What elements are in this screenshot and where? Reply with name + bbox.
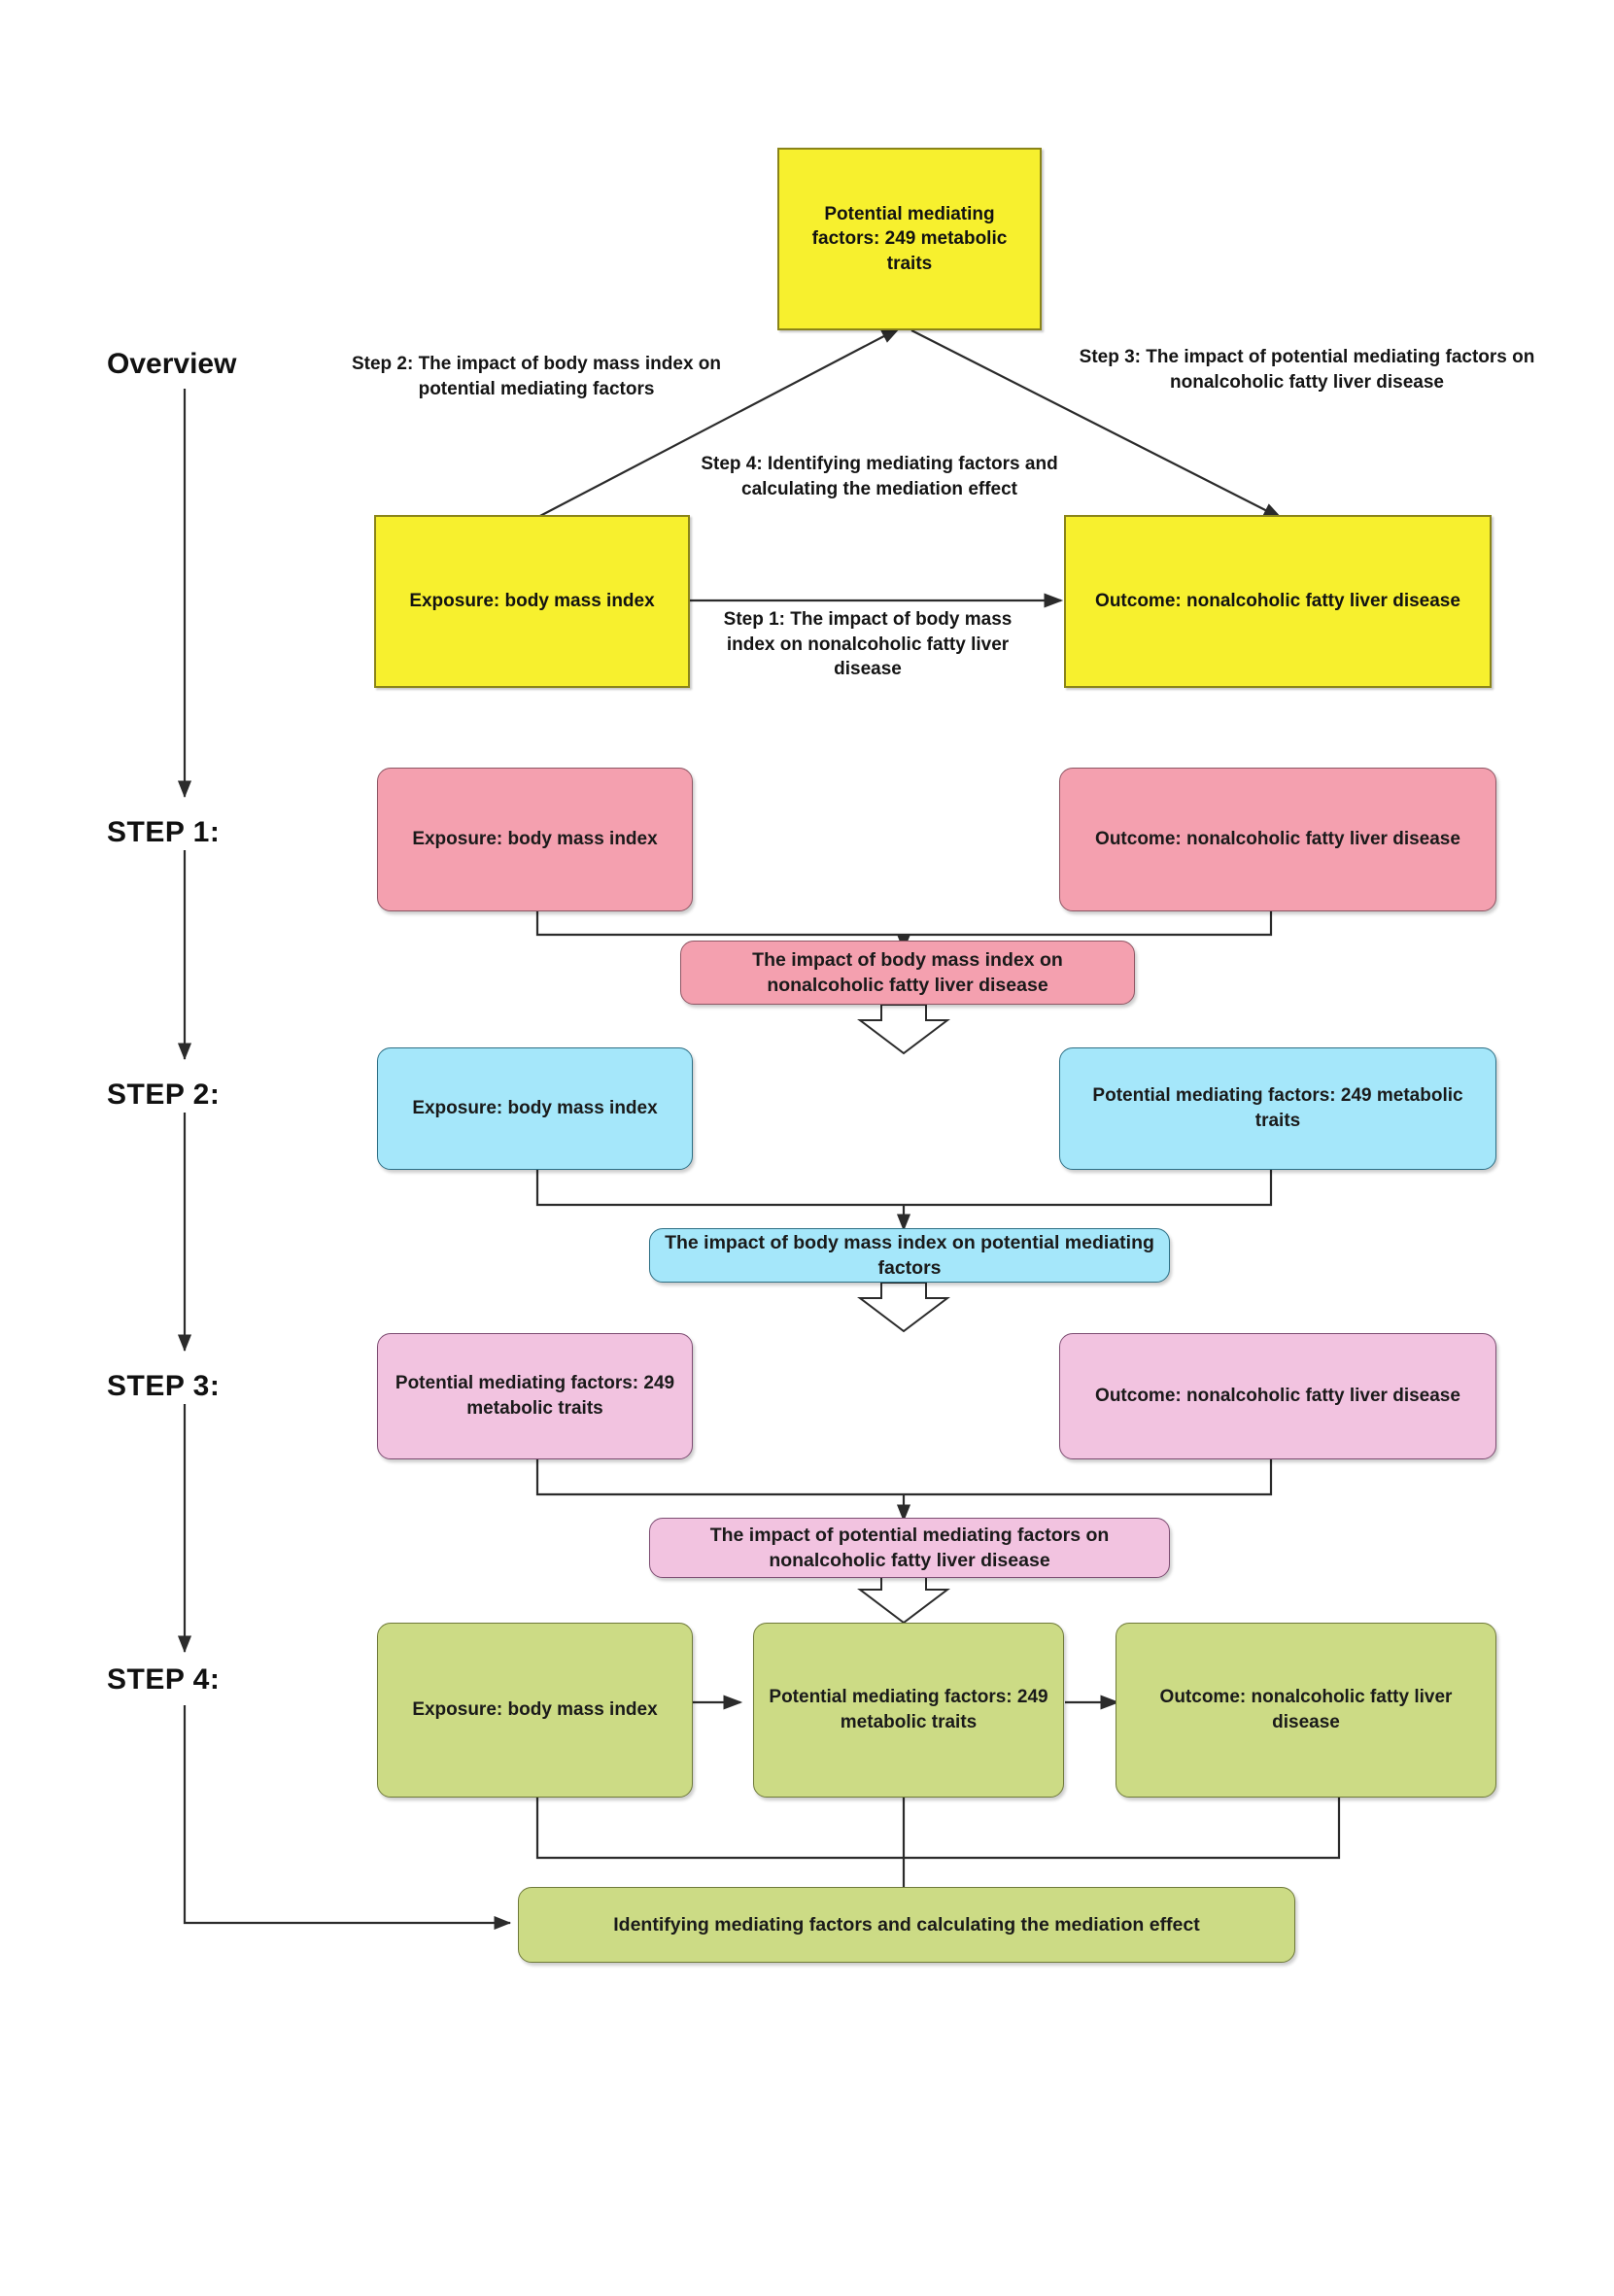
step1-left-box <box>377 768 693 911</box>
overview-outcome-box <box>1064 515 1492 688</box>
overview-outcome-box-label: Outcome: nonalcoholic fatty liver disease <box>1095 591 1460 612</box>
step4-result-box <box>518 1887 1295 1963</box>
overview-exposure-box-label: Exposure: body mass index <box>409 591 655 612</box>
step2-label: STEP 2: <box>107 1079 221 1111</box>
step4-left-box <box>377 1623 693 1798</box>
step3-label: STEP 3: <box>107 1370 221 1402</box>
step2-result-box <box>649 1228 1170 1283</box>
step1-result-box <box>680 941 1135 1005</box>
overview-annotation-step2: Step 2: The impact of body mass index on potential mediating factors <box>351 354 722 399</box>
step4-right-box-label: Outcome: nonalcoholic fatty liver disease <box>1159 1687 1453 1732</box>
step4-left-box-label: Exposure: body mass index <box>412 1699 658 1721</box>
step4-middle-box <box>753 1623 1064 1798</box>
step1-result-box-label: The impact of body mass index on nonalcoholic fatty liver disease <box>752 948 1063 996</box>
step2-right-box <box>1059 1047 1496 1170</box>
step4-middle-box-label: Potential mediating factors: 249 metabolic traits <box>769 1687 1048 1732</box>
step3-result-box-label: The impact of potential mediating factors on nonalcoholic fatty liver disease <box>709 1524 1110 1571</box>
step2-left-box-label: Exposure: body mass index <box>412 1098 658 1119</box>
step2-left-box <box>377 1047 693 1170</box>
overview-mediator-box <box>777 148 1042 330</box>
overview-mediator-box-label: Potential mediating factors: 249 metabolic traits <box>811 203 1008 274</box>
step3-left-box <box>377 1333 693 1459</box>
step2-result-box-label: The impact of body mass index on potential mediating factors <box>665 1231 1154 1279</box>
overview-annotation-step3: Step 3: The impact of potential mediating factors on nonalcoholic fatty liver disease <box>1079 347 1535 393</box>
step4-label: STEP 4: <box>107 1663 221 1696</box>
overview-label: Overview <box>107 348 237 380</box>
step3-right-box <box>1059 1333 1496 1459</box>
overview-annotation-step4: Step 4: Identifying mediating factors and calculating the mediation effect <box>701 454 1058 499</box>
overview-annotation-step1: Step 1: The impact of body mass index on nonalcoholic fatty liver disease <box>723 609 1013 680</box>
step1-label: STEP 1: <box>107 816 221 848</box>
step1-right-box-label: Outcome: nonalcoholic fatty liver disease <box>1095 829 1460 850</box>
step1-left-box-label: Exposure: body mass index <box>412 829 658 850</box>
step1-right-box <box>1059 768 1496 911</box>
step4-result-box-label: Identifying mediating factors and calculating the mediation effect <box>613 1913 1200 1936</box>
step4-right-box <box>1116 1623 1496 1798</box>
step3-result-box <box>649 1518 1170 1578</box>
step2-right-box-label: Potential mediating factors: 249 metabolic traits <box>1092 1085 1463 1131</box>
step3-left-box-label: Potential mediating factors: 249 metabolic traits <box>395 1373 675 1419</box>
overview-exposure-box <box>374 515 690 688</box>
step3-right-box-label: Outcome: nonalcoholic fatty liver disease <box>1095 1386 1460 1407</box>
